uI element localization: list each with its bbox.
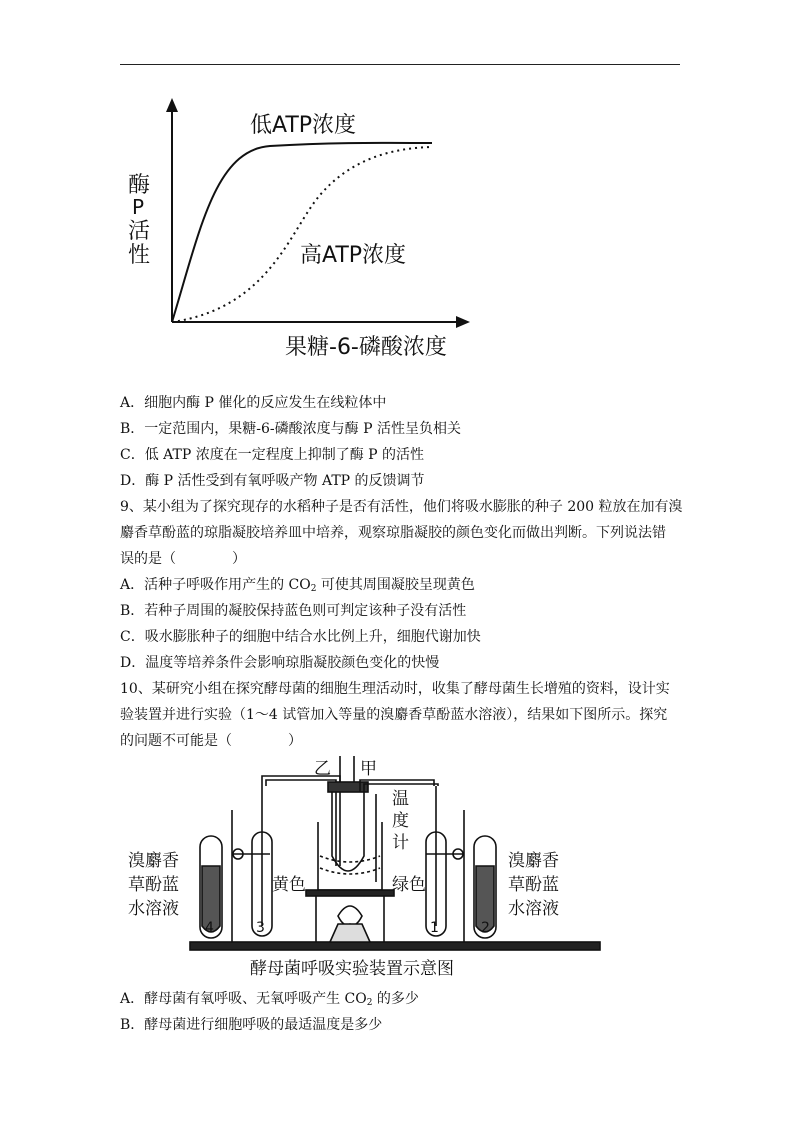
- tripod-plate: [306, 890, 394, 896]
- left-solution-label-3: 水溶液: [128, 899, 179, 919]
- right-solution-label-1: 溴麝香: [508, 851, 559, 871]
- y-axis-label-1: 酶: [128, 173, 151, 198]
- y-axis-label-3: 活: [128, 219, 151, 244]
- tube-number-3: 3: [256, 920, 265, 936]
- q10-option-a-prefix: A．酵母菌有氧呼吸、无氧呼吸产生 CO: [120, 991, 367, 1007]
- burner: [330, 924, 370, 942]
- q10-stem-line-2: 验装置并进行实验（1～4 试管加入等量的溴麝香草酚蓝水溶液），结果如下图所示。探究: [120, 707, 668, 723]
- enzyme-activity-graph: [120, 90, 480, 370]
- q9-option-b: B．若种子周围的凝胶保持蓝色则可判定该种子没有活性: [120, 603, 467, 619]
- yellow-label: 黄色: [272, 875, 306, 895]
- x-axis-label: 果糖-6-磷酸浓度: [285, 335, 447, 360]
- green-label: 绿色: [392, 875, 426, 895]
- thermometer-label-1: 温: [392, 789, 409, 809]
- q9-option-a: [120, 576, 475, 598]
- q9-stem-line-3: 误的是（ ）: [120, 551, 246, 567]
- label-jia: 甲: [360, 759, 377, 779]
- burner-flame: [338, 906, 362, 925]
- y-axis-label-2: P: [132, 195, 145, 219]
- q9-option-a-prefix: A．活种子呼吸作用产生的 CO: [120, 577, 311, 593]
- q9-stem-line-1: 9、某小组为了探究现存的水稻种子是否有活性，他们将吸水膨胀的种子 200 粒放在加有溴: [120, 499, 683, 515]
- q9-option-a-suffix: 可使其周围凝胶呈现黄色: [316, 577, 475, 593]
- q9-option-c: C．吸水膨胀种子的细胞中结合水比例上升，细胞代谢加快: [120, 629, 481, 645]
- q10-stem-line-3: 的问题不可能是（ ）: [120, 733, 302, 749]
- q9-stem-line-2: 麝香草酚蓝的琼脂凝胶培养皿中培养，观察琼脂凝胶的颜色变化而做出判断。下列说法错: [120, 525, 666, 541]
- apparatus-caption: 酵母菌呼吸实验装置示意图: [250, 959, 454, 979]
- tube-number-2: 2: [481, 920, 490, 936]
- tube-number-1: 1: [430, 920, 439, 936]
- label-yi: 乙: [314, 759, 331, 779]
- base-board: [190, 942, 600, 950]
- x-axis-arrow: [456, 316, 470, 328]
- right-solution-label-3: 水溶液: [508, 899, 559, 919]
- left-solution-label-2: 草酚蓝: [128, 875, 179, 895]
- q8-option-d: D．酶 P 活性受到有氧呼吸产物 ATP 的反馈调节: [120, 473, 425, 489]
- right-solution-label-2: 草酚蓝: [508, 875, 559, 895]
- q10-stem-line-1: 10、某研究小组在探究酵母菌的细胞生理活动时，收集了酵母菌生长增殖的资料，设计实: [120, 681, 670, 697]
- q8-option-a: A．细胞内酶 P 催化的反应发生在线粒体中: [120, 395, 387, 411]
- q9-option-a-subscript: 2: [310, 584, 317, 594]
- high-atp-label: 高ATP浓度: [300, 243, 407, 268]
- q8-option-c: C．低 ATP 浓度在一定程度上抑制了酶 P 的活性: [120, 447, 425, 463]
- y-axis-label-4: 性: [128, 243, 151, 268]
- high-atp-curve: [172, 147, 432, 322]
- low-atp-curve: [172, 143, 432, 322]
- thermometer-label-3: 计: [392, 833, 409, 853]
- q10-option-a-suffix: 的多少: [372, 991, 419, 1007]
- q10-option-b: B．酵母菌进行细胞呼吸的最适温度是多少: [120, 1017, 383, 1033]
- stopper: [328, 782, 368, 792]
- low-atp-label: 低ATP浓度: [250, 113, 357, 138]
- tube-number-4: 4: [205, 920, 214, 936]
- beaker: [318, 822, 382, 890]
- thermometer-label-2: 度: [392, 811, 409, 831]
- q8-option-b: B．一定范围内，果糖-6-磷酸浓度与酶 P 活性呈负相关: [120, 421, 461, 437]
- y-axis-arrow: [166, 98, 178, 112]
- left-solution-label-1: 溴麝香: [128, 851, 179, 871]
- yeast-apparatus-diagram: [120, 756, 680, 984]
- q10-option-a: [120, 990, 419, 1012]
- top-rule: [120, 64, 680, 65]
- q9-option-d: D．温度等培养条件会影响琼脂凝胶颜色变化的快慢: [120, 655, 440, 671]
- q10-option-a-subscript: 2: [366, 998, 373, 1008]
